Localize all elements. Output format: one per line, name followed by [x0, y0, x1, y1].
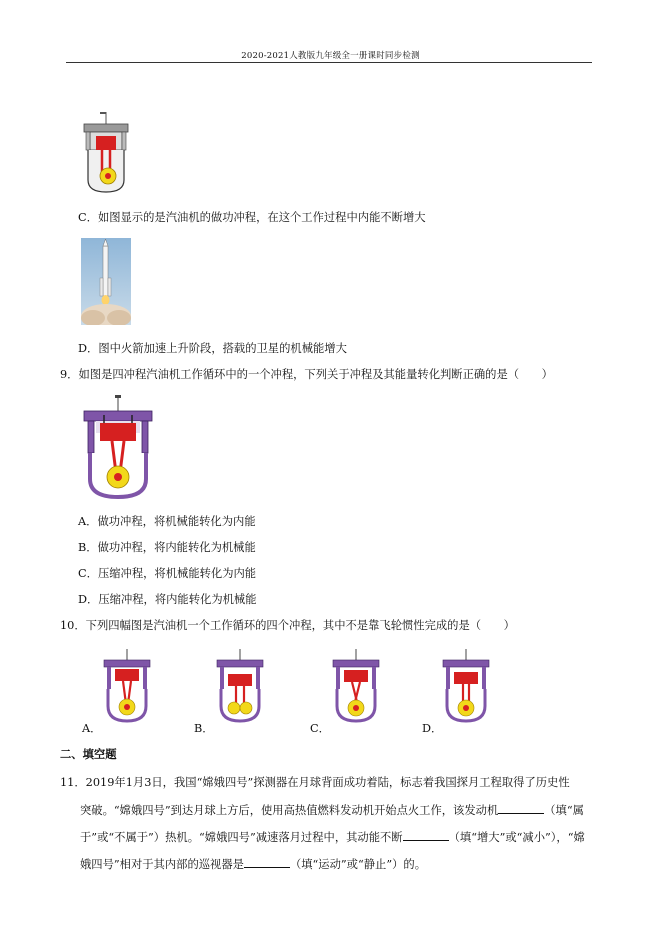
section-title: 二、填空题: [60, 748, 117, 761]
answer-blank-2[interactable]: [403, 829, 449, 841]
engine-diagram-c: [332, 648, 380, 723]
engine-diagram-b: [216, 648, 264, 723]
q11-line4-hint: （填“运动”或“静止”）的。: [289, 858, 427, 871]
rocket-launch-photo: [81, 238, 131, 325]
answer-blank-3[interactable]: [244, 856, 290, 868]
q9-stem: 9．如图是四冲程汽油机工作循环中的一个冲程，下列关于冲程及其能量转化判断正确的是（ ）: [60, 368, 553, 381]
option-c-text: C．如图显示的是汽油机的做功冲程，在这个工作过程中内能不断增大: [78, 211, 426, 224]
q9-option-d: D．压缩冲程，将内能转化为机械能: [78, 593, 257, 606]
q11-line4-text: 娥四号”相对于其内部的巡视器是: [80, 858, 244, 871]
engine-diagram-purple: [82, 393, 154, 499]
q10-label-d: D．: [422, 722, 443, 735]
engine-diagram-d: [442, 648, 490, 723]
q11-line1: 11．2019年1月3日，我国“嫦娥四号”探测器在月球背面成功着陆，标志着我国探月工程取得了历史性: [60, 776, 570, 789]
q9-option-c: C．压缩冲程，将机械能转化为内能: [78, 567, 257, 580]
header-divider: [66, 62, 592, 63]
q11-line2-text: 突破。“嫦娥四号”到达月球上方后，使用高热值燃料发动机开始点火工作，该发动机: [80, 804, 499, 817]
q11-line2-hint: （填“属: [544, 804, 584, 817]
option-d-text: D．图中火箭加速上升阶段，搭载的卫星的机械能增大: [78, 342, 347, 355]
q11-line2: [80, 802, 584, 818]
q10-label-b: B．: [194, 722, 214, 735]
q11-line4: [80, 856, 426, 872]
q11-line3-hint: （填“增大”或“减小”），“嫦: [448, 831, 585, 844]
q9-option-b: B．做功冲程，将内能转化为机械能: [78, 541, 256, 554]
q10-label-a: A．: [82, 722, 102, 735]
q9-option-a: A．做功冲程，将机械能转化为内能: [78, 515, 256, 528]
answer-blank-1[interactable]: [498, 802, 544, 814]
page-header: 2020-2021人教版九年级全一册课时同步检测: [241, 51, 420, 61]
q11-line3-text: 于”或“不属于”）热机。“嫦娥四号”减速落月过程中，其动能不断: [80, 831, 403, 844]
engine-diagram-gray: [80, 110, 132, 195]
q11-line3: [80, 829, 585, 845]
q10-stem: 10．下列四幅图是汽油机一个工作循环的四个冲程，其中不是靠飞轮惯性完成的是（ ）: [60, 619, 515, 632]
q10-label-c: C．: [310, 722, 330, 735]
engine-diagram-a: [103, 648, 151, 723]
